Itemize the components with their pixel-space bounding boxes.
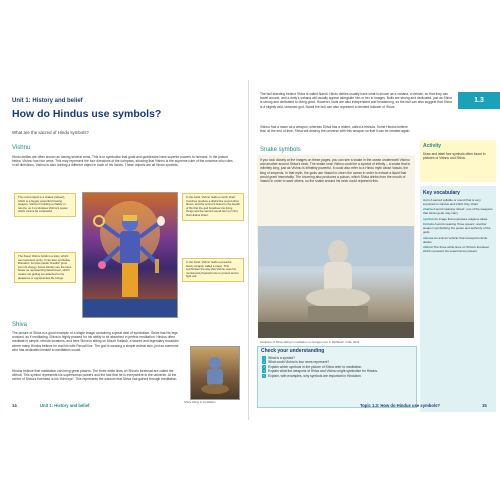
right-footer-title: Topic 1.3: How do Hindus use symbols? bbox=[360, 403, 440, 408]
vocab-entry: vibhuti The three white lines on Shiva's forehead, which represent his superhuman powers bbox=[423, 245, 490, 253]
statue-caption: Sculpture of Shiva sitting in meditation on Ganges river in Rishikesh, India, 2013 bbox=[260, 340, 360, 344]
vishnu-heading: Vishnu bbox=[12, 145, 31, 151]
vocabulary-heading: Key vocabulary bbox=[423, 190, 460, 196]
vocab-entry: vahana An animal 'vehicle' that transports Hindu deities bbox=[423, 235, 488, 244]
top-margin bbox=[0, 0, 500, 80]
bottom-margin bbox=[0, 420, 500, 500]
vocabulary-list bbox=[423, 199, 493, 255]
topic-tab: 1.3 bbox=[458, 92, 500, 109]
callout-chakra: The round object is a chakra ('wheel'), which is a hugely powerful throwing weapon. Vishnu is holding a chakra; in returns, so it symbolises Vishnu's power, which cannot be exhausted. bbox=[14, 193, 76, 217]
vocab-entry: symbol An image that expresses religious ideas bbox=[423, 216, 488, 221]
shiva-paragraph-1: The picture of Shiva is a good example of a single image containing a great deal of symbolism. Shiva has his legs crossed, as if meditating. Shiva is highly praised for his ability to sit absorbed in perfect meditation. Hindus often meditate in simple, remote locations, and here Shiva is sitting on Mount Kailash, a sacred and legendary mountain where many Hindus believe he and his wife Parvati live. The god is wearing a simple animal skin, just as someone who has dedicated himself to meditation would. bbox=[12, 331, 179, 352]
left-page-number: 14 bbox=[12, 403, 17, 408]
activity-heading: Activity bbox=[423, 143, 442, 149]
right-page-number: 15 bbox=[482, 403, 487, 408]
page-title: How do Hindus use symbols? bbox=[12, 108, 162, 120]
vishnu-paragraph: Hindu deities are often shown as having several arms. This is to symbolise that gods and goddesses have superior powers to humans. In the picture below, Vishnu has four arms. This may represent the four directions of the compass, showing that Vishnu is the supreme ruler of the universe who rules in all directions. Vishnu is also holding a different object in each of his hands. These objects are all Hindu symbols. bbox=[12, 155, 233, 168]
check-question: 5 Explain, with examples, why symbols are important in Hinduism. bbox=[263, 373, 362, 378]
shiva-heading: Shiva bbox=[12, 322, 28, 328]
key-question: What are the sacred of Hindu symbols? bbox=[12, 130, 89, 135]
check-question: 1 What is a symbol? bbox=[263, 356, 295, 360]
trishula-paragraph: Vishnu has a mace as a weapon, whereas Shiva has a trident, called a trishula. Some Hindus believe that, at the end of time, Shiva will destroy the universe with this weapon so that it can be created again. bbox=[260, 125, 411, 134]
callout-mace: In the hand, Vishnu holds a powerful, heavy weapon called a mace. This symbolises the way that Vishnu uses his mental and physical force to protect and to fight evil. bbox=[182, 258, 244, 282]
unit-label: Unit 1: History and belief bbox=[12, 98, 83, 104]
activity-text: Draw and label four symbols often found in pictures of Vishnu and Shiva. bbox=[423, 152, 486, 161]
left-footer-title: Unit 1: History and belief bbox=[40, 403, 90, 408]
vocab-entry: trishula A word meaning 'three spears', another weapon symbolising the power and authority of the gods bbox=[423, 222, 491, 235]
shiva-paragraph-2: Hindus believe that meditation can bring great powers. The three white lines on Shiva's forehead are called the vibhuti. This symbol represents his superhuman powers and the fact that he is everywhere in the universe. At the centre of Shiva's forehead is his 'third eye'. This represents the wisdom that Shiva has gained through meditation. bbox=[12, 369, 178, 382]
vocab-entry: chakra A word meaning 'wheel', one of the weapons that Hindu gods may carry bbox=[423, 207, 493, 216]
vishnu-image bbox=[82, 192, 178, 318]
vocab-entry: Aum A sacred syllable or sound that is very important to Hindus and which they chant bbox=[423, 198, 481, 206]
check-question: 2 What could Vishnu's four arms represent? bbox=[263, 360, 330, 365]
bull-paragraph: The bull standing behind Shiva is called Nandi. Hindu deities usually have what is known as a vahana, a vehicle, so that they can travel around, and a deity's vahana will usually appear alongside him or her in images. Bulls are strong and dedicated, just as Shiva is strong and dedicated to doing good. However, bulls are also independent and headstrong, so the bull can also suggest that Shiva is a slightly wild, untamed god. Nandi the bull can also represent a devoted follower of Shiva. bbox=[260, 92, 452, 109]
snake-heading: Snake symbols bbox=[260, 147, 301, 153]
shiva-caption: Shiva sitting in meditation. bbox=[184, 400, 217, 404]
check-question-list bbox=[262, 356, 412, 378]
shiva-statue-image bbox=[258, 226, 414, 338]
callout-lotus: The flower Vishnu holds is a lotus, which can represent purity. It can also symbolise liberation: Its lotus petals 'breathe' grow from its energy. Some Hindus see the lotus flower as representing detachment, which means not getting too attached to the pleasures or opportunities life brings. bbox=[14, 252, 76, 283]
check-question: 3 Explain which symbols in the picture of Shiva refer to meditation. bbox=[263, 364, 363, 369]
check-question: 4 Explain what the weapons of Shiva and Vishnu might symbolise for Hindus. bbox=[263, 369, 378, 374]
callout-conch: In the hand, Vishnu holds a conch shell. Conches produce a distinctive sound when blown, and the sound is linked to the breath of life that the god breathes into living things and the sacred sound Aum (or Om) that Hindus chant. bbox=[182, 193, 244, 221]
shiva-image bbox=[190, 346, 240, 400]
check-heading: Check your understanding bbox=[261, 348, 325, 354]
snake-paragraph: If you look closely at the images on these pages, you can see a snake in the ocean underneath Vishnu and another around Shiva's neck. The snake near Vishnu could be a symbol of infinity – a snake that is infinitely long, just as Vishnu is infinitely powerful. It could also refer to a Hindu myth about Vasuki, the king of serpents. In that myth, the gods use Vasuki to churn the ocean in order to extract a liquid that would grant immortality. The churning also produces a poison, which Shiva drinks from the mouth of Vasuki in order to save others, so the snake around his neck could represent this. bbox=[260, 158, 411, 184]
